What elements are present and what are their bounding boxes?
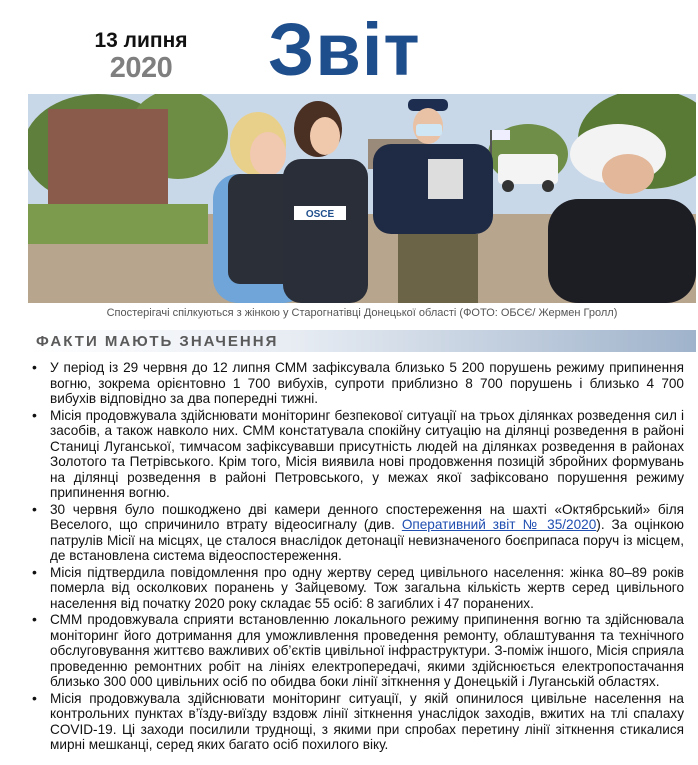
fact-item-checkpoints-covid: • Місія продовжувала здійснювати моніторинг ситуації, у якій опинилося цивільне населення на контрольних пунктах в’їзду-виїзду вздовж лінії зіткнення унаслідок заходів, вжитих на тлі спалаху COVID-19. Ці заходи посилили труднощі, з якими при спробах перетину лінії зіткнення стикалися мирні мешканці, серед яких багато осіб похилого віку. [30, 691, 684, 753]
vest-label: OSCE [305, 209, 335, 220]
fact-text-part: ). За оцінкою патрулів Місії на місцях, це сталося внаслідок детонації невизначеного боєприпаса поруч із місцем, де встановлена система відеоспостереження. [50, 517, 684, 563]
section-header-bar [28, 330, 696, 352]
fact-text-part: 30 червня було пошкоджено дві камери денного спостереження на шахті «Октябрський» біля Веселого, що спричинило втрату відеосигналу (див. [50, 501, 684, 532]
fact-item-disengagement-areas: • Місія продовжувала здійснювати моніторинг безпекової ситуації на трьох ділянках розведення сил і засобів, а також навколо них. СММ констатувала спокійну ситуацію на ділянці розведення в районі Станиці Луганської, тимчасом зафіксувавши присутність людей на ділянках розведення в районах Золотого та Петрівського. Крім того, Місія виявила нові продовження позицій збройних формувань на ділянці розведення в районі Петровського, у межах якої зафіксовано порушення режиму припинення вогню. [30, 408, 684, 501]
report-title: Звіт [268, 8, 421, 91]
facts-list [30, 360, 684, 753]
report-date-day: 13 липня [94, 29, 188, 52]
fact-item-local-ceasefire: • СММ продовжувала сприяти встановленню локального режиму припинення вогню та здійснювала моніторинг його дотримання для уможливлення проведення ремонту, облаштування та технічного обслуговування життєво важливих об’єктів цивільної інфраструктури. З-поміж іншого, Місія сприяла проведенню ремонтних робіт на лініях електропередачі, якими здійснюється електропостачання близько 300 000 цивільних осіб по обидва боки лінії зіткнення у Донецькій і Луганській областях. [30, 612, 684, 690]
fact-item-civilian-casualties: • Місія підтвердила повідомлення про одну жертву серед цивільного населення: жінка 80–89 років померла від осколкових поранень у Зайцевому. Тож загальна кількість жертв серед цивільного населення від початку 2020 року складає 55 осіб: 8 загиблих і 47 поранених. [30, 565, 684, 612]
photo-caption: Спостерігачі спілкуються з жінкою у Старогнатівці Донецької області (ФОТО: ОБСЄ/ Жермен Гролл) [106, 307, 618, 319]
operational-report-link[interactable]: Оперативний звіт № 35/2020 [401, 517, 597, 532]
section-title: ФАКТИ МАЮТЬ ЗНАЧЕННЯ [36, 333, 279, 350]
report-photo [28, 94, 696, 303]
fact-item-cameras-damaged [30, 502, 684, 564]
report-date-year: 2020 [109, 52, 173, 84]
fact-item-ceasefire-violations: • У період із 29 червня до 12 липня СММ зафіксувала близько 5 200 порушень режиму припинення вогню, зокрема орієнтовно 1 700 вибухів, супроти приблизно 8 700 порушень і близько 4 700 вибухів відповідно за два попередні тижні. [30, 360, 684, 407]
photo-illustration [28, 94, 696, 303]
facts-list-container [30, 360, 684, 754]
